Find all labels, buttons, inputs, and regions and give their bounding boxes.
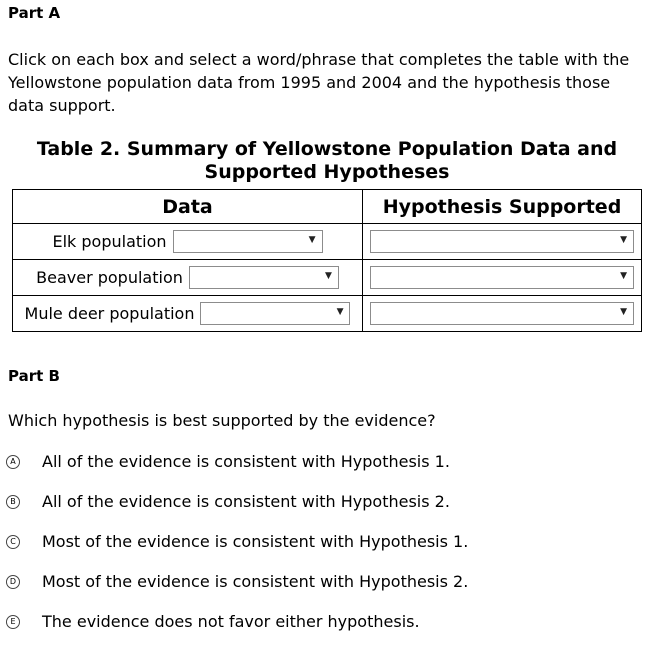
row-label-elk: Elk population [52,232,167,251]
triangle-down-icon: ▼ [336,307,344,317]
beaver-data-dropdown[interactable] [189,266,339,289]
hypothesis-cell-beaver [363,260,642,296]
part-b-question: Which hypothesis is best supported by the evidence? [8,411,436,430]
table-header-row [13,190,642,224]
table-caption-line-1: Table 2. Summary of Yellowstone Population Data and [36,138,618,160]
radio-e[interactable]: E [6,615,20,629]
column-header-data: Data [13,190,363,224]
triangle-down-icon: ▼ [308,235,316,245]
radio-a[interactable]: A [6,455,20,469]
option-a-text: All of the evidence is consistent with Hypothesis 1. [42,452,450,471]
row-label-mule-deer: Mule deer population [24,304,195,323]
part-a-instructions: Click on each box and select a word/phrase that completes the table with the Yellowstone population data from 1995 and 2004 and the hypothesis those data support. [8,50,630,115]
mule-deer-hypothesis-dropdown[interactable] [370,302,634,325]
beaver-hypothesis-dropdown[interactable] [370,266,634,289]
option-d-text: Most of the evidence is consistent with Hypothesis 2. [42,572,469,591]
hypothesis-cell-mule-deer [363,296,642,332]
option-e-text: The evidence does not favor either hypothesis. [42,612,420,631]
table-row-beaver [13,260,642,296]
row-label-beaver: Beaver population [36,268,183,287]
hypothesis-cell-elk [363,224,642,260]
triangle-down-icon: ▼ [620,307,627,317]
option-b-text: All of the evidence is consistent with Hypothesis 2. [42,492,450,511]
option-c-text: Most of the evidence is consistent with Hypothesis 1. [42,532,469,551]
triangle-down-icon: ▼ [620,235,627,245]
part-a-heading: Part A [8,4,61,22]
elk-data-dropdown[interactable] [173,230,323,253]
triangle-down-icon: ▼ [620,271,627,281]
elk-hypothesis-dropdown[interactable] [370,230,634,253]
table-caption [0,138,654,184]
table-row-elk [13,224,642,260]
data-cell-mule-deer [13,296,363,332]
triangle-down-icon: ▼ [324,271,332,281]
data-cell-elk [13,224,363,260]
radio-c[interactable]: C [6,535,20,549]
part-b-heading: Part B [8,367,60,385]
column-header-hypothesis: Hypothesis Supported [363,190,642,224]
summary-table [12,189,642,332]
table-row-mule-deer [13,296,642,332]
data-cell-beaver [13,260,363,296]
radio-d[interactable]: D [6,575,20,589]
radio-b[interactable]: B [6,495,20,509]
mule-deer-data-dropdown[interactable] [200,302,350,325]
table-caption-line-2: Supported Hypotheses [204,161,450,183]
